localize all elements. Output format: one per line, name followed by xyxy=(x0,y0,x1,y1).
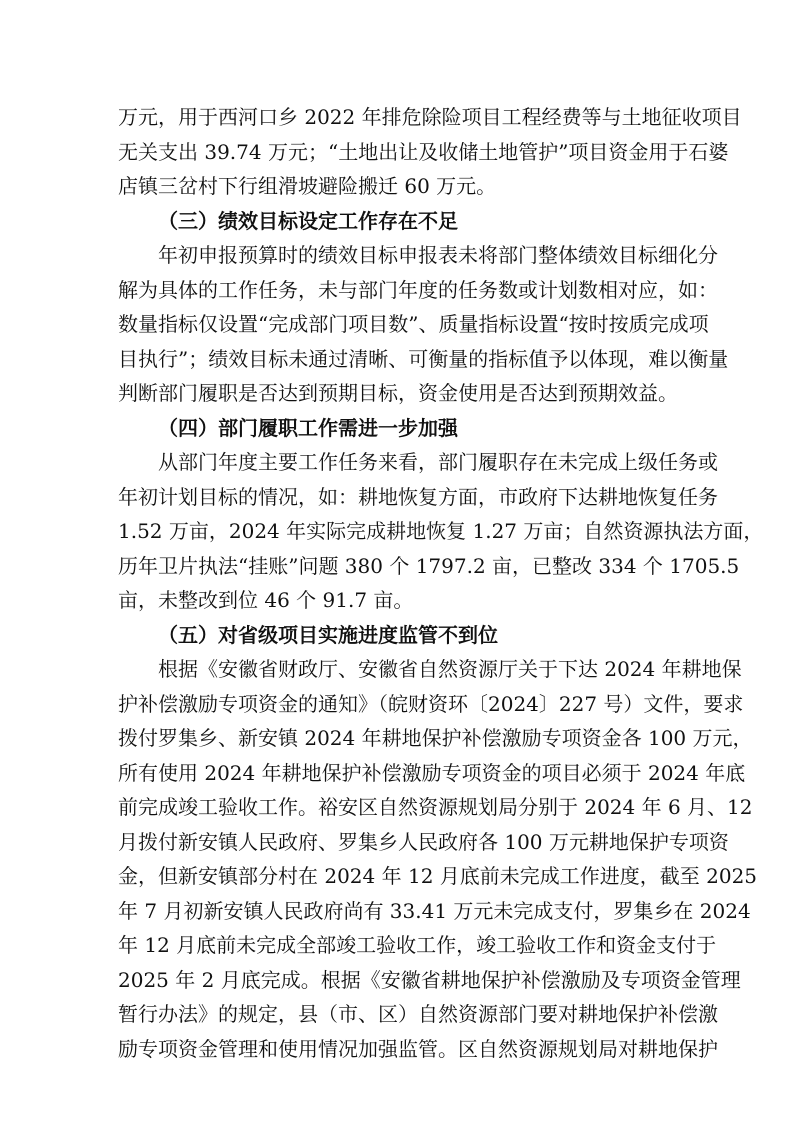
text-line: 2025 年 2 月底完成。根据《安徽省耕地保护补偿激励及专项资金管理 xyxy=(118,967,741,992)
text-line: 目执行”；绩效目标未通过清晰、可衡量的指标值予以体现，难以衡量 xyxy=(118,346,729,371)
text-line: 护补偿激励专项资金的通知》（皖财资环〔2024〕227 号）文件，要求 xyxy=(118,691,744,716)
text-line: 解为具体的工作任务，未与部门年度的任务数或计划数相对应，如： xyxy=(118,277,718,302)
text-line: 所有使用 2024 年耕地保护补偿激励专项资金的项目必须于 2024 年底 xyxy=(118,760,746,785)
text-line: 年初申报预算时的绩效目标申报表未将部门整体绩效目标细化分 xyxy=(158,243,718,267)
text-line: 年 7 月初新安镇人民政府尚有 33.41 万元未完成支付，罗集乡在 2024 xyxy=(118,898,751,923)
text-line: 1.52 万亩，2024 年实际完成耕地恢复 1.27 万亩；自然资源执法方面， xyxy=(118,519,764,543)
text-line: 店镇三岔村下行组滑坡避险搬迁 60 万元。 xyxy=(118,174,497,198)
document-page xyxy=(118,100,764,1066)
text-line: 判断部门履职是否达到预期目标，资金使用是否达到预期效益。 xyxy=(118,381,678,405)
text-line: 根据《安徽省财政厅、安徽省自然资源厅关于下达 2024 年耕地保 xyxy=(158,657,742,681)
text-line: 万元，用于西河口乡 2022 年排危除险项目工程经费等与土地征收项目 xyxy=(118,105,742,129)
text-line: 前完成竣工验收工作。裕安区自然资源规划局分别于 2024 年 6 月、12 xyxy=(118,795,753,819)
text-line: 历年卫片执法“挂账”问题 380 个 1797.2 亩，已整改 334 个 1705.5 xyxy=(118,553,740,578)
text-line: 数量指标仅设置“完成部门项目数”、质量指标设置“按时按质完成项 xyxy=(118,312,709,336)
text-line: 金，但新安镇部分村在 2024 年 12 月底前未完成工作进度，截至 2025 xyxy=(118,864,758,888)
text-line: 年初计划目标的情况，如：耕地恢复方面，市政府下达耕地恢复任务 xyxy=(118,484,718,509)
text-line: 拨付罗集乡、新安镇 2024 年耕地保护补偿激励专项资金各 100 万元， xyxy=(118,726,753,750)
text-line: 年 12 月底前未完成全部竣工验收工作，竣工验收工作和资金支付于 xyxy=(118,933,717,957)
text-line: 无关支出 39.74 万元；“土地出让及收储土地管护”项目资金用于石婆 xyxy=(118,139,729,164)
text-line: 励专项资金管理和使用情况加强监管。区自然资源规划局对耕地保护 xyxy=(118,1036,718,1061)
section-heading: （三）绩效目标设定工作存在不足 xyxy=(158,208,458,233)
text-line: 月拨付新安镇人民政府、罗集乡人民政府各 100 万元耕地保护专项资 xyxy=(118,829,729,854)
text-line: 从部门年度主要工作任务来看，部门履职存在未完成上级任务或 xyxy=(158,450,718,474)
section-heading: （五）对省级项目实施进度监管不到位 xyxy=(158,622,498,647)
section-heading: （四）部门履职工作需进一步加强 xyxy=(158,415,458,440)
text-line: 亩，未整改到位 46 个 91.7 亩。 xyxy=(118,588,414,612)
text-line: 暂行办法》的规定，县（市、区）自然资源部门要对耕地保护补偿激 xyxy=(118,1002,718,1026)
